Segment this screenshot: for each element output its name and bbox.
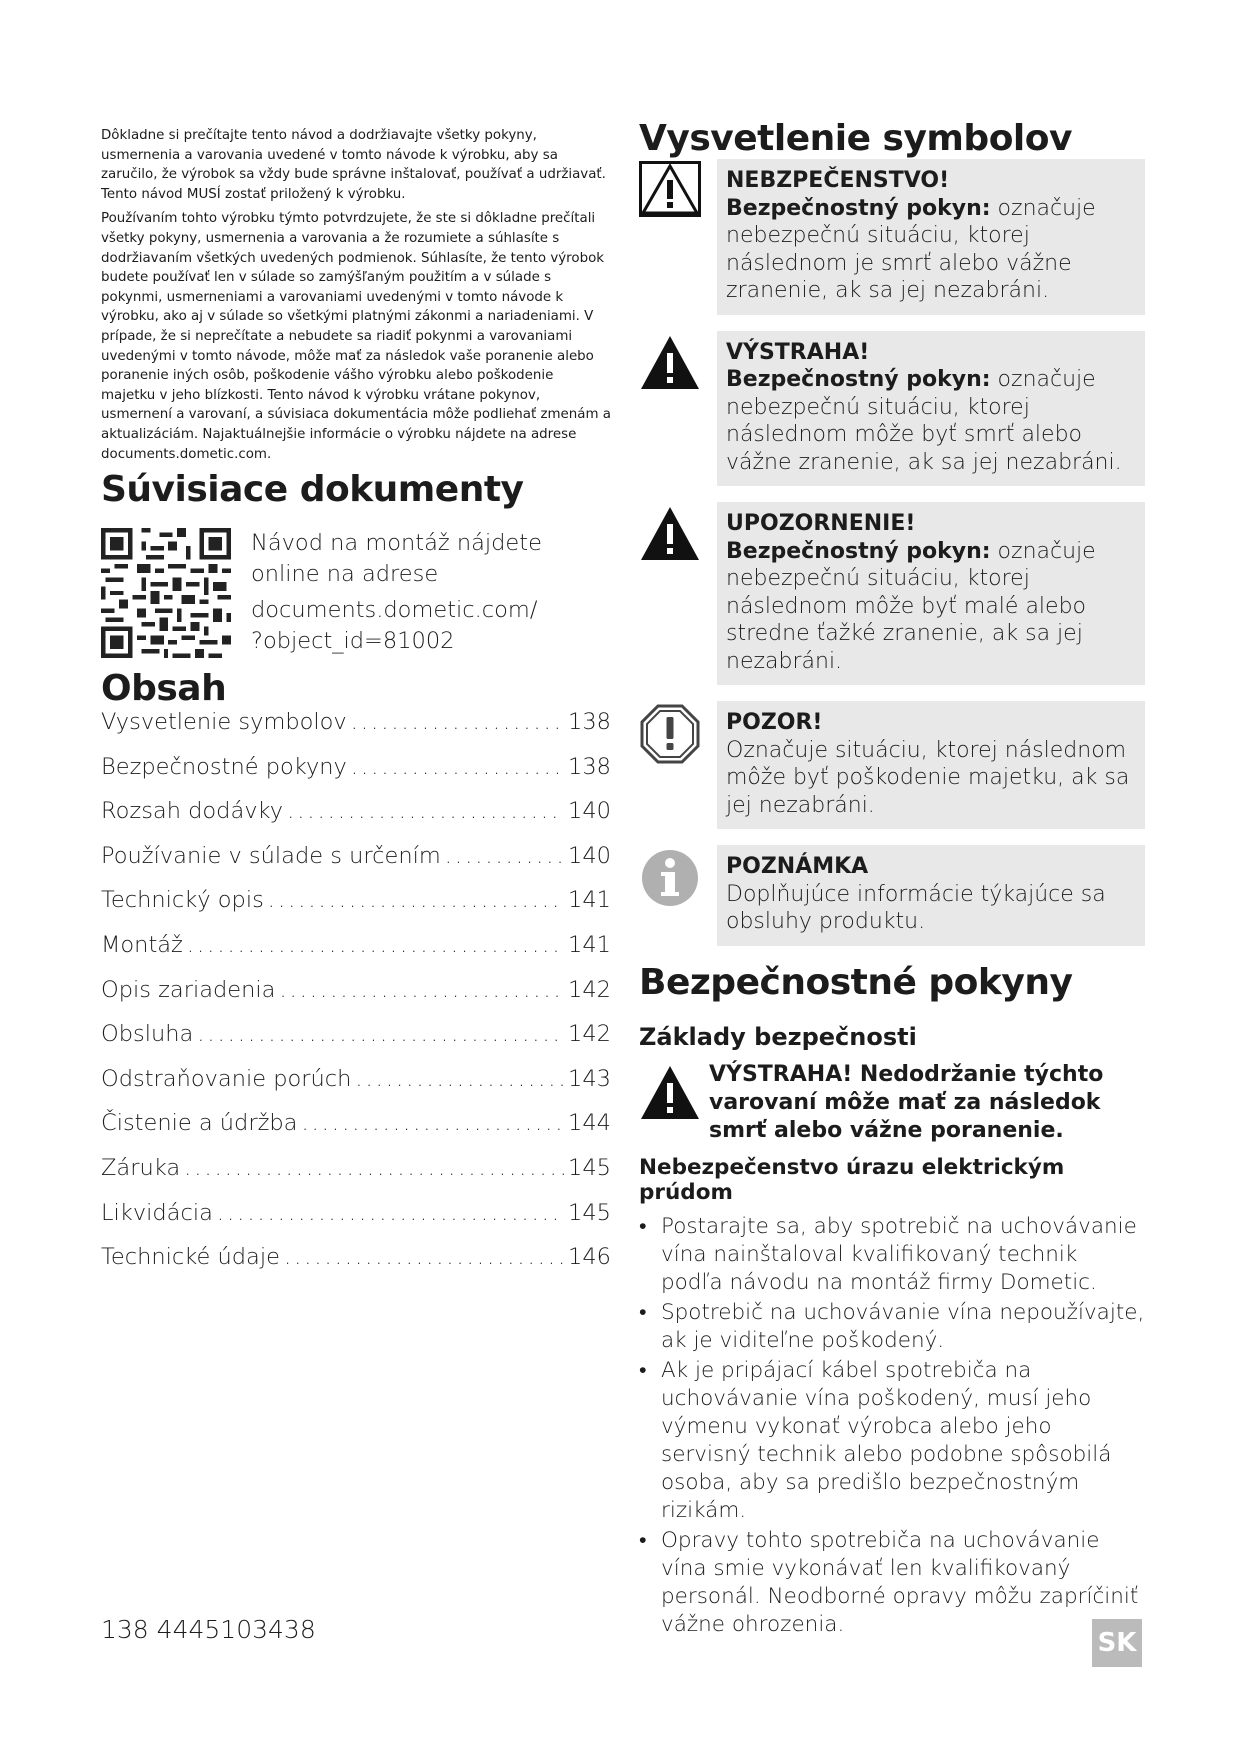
page-footer-code: 138 4445103438 (101, 1615, 316, 1644)
safety-warning-text: VÝSTRAHA! Nedodržanie týchto varovaní môže mať za následok smrť alebo vážne poranenie. (709, 1061, 1104, 1143)
warning-triangle-icon (639, 1063, 701, 1125)
warning-description (717, 331, 1145, 487)
language-badge: SK (1092, 1619, 1142, 1667)
note-heading: POZNÁMKA (726, 854, 869, 879)
list-item: • Opravy tohto spotrebiča na uchovávanie vína smie vykonávať len kvalifikovaný personál. Neodborné opravy môžu zapríčiniť vážne ohrozenia. (639, 1527, 1139, 1637)
warning-lead: Bezpečnostný pokyn: (726, 367, 991, 392)
note-description (717, 845, 1145, 946)
toc-title: Obsah (101, 668, 227, 710)
caution-lead: Bezpečnostný pokyn: (726, 538, 991, 564)
related-url-line-2[interactable]: ?object_id=81002 (251, 628, 455, 655)
related-url-line-1[interactable]: documents.dometic.com/ (251, 597, 538, 624)
left-column (101, 126, 611, 1289)
related-line-1: Návod na montáž nájdete (251, 530, 542, 557)
caution-triangle-icon (639, 504, 701, 566)
warning-text: označuje nebezpečnú situáciu, ktorej následnom môže byť smrť alebo vážne zranenie, ak sa jej nezabráni. (726, 367, 1122, 475)
hazard-heading: Nebezpečenstvo úrazu elektrickým prúdom (639, 1154, 1065, 1205)
warning-triangle-icon (639, 333, 701, 395)
related-line-2: online na adrese (251, 561, 439, 588)
intro-text (101, 126, 611, 464)
safety-subtitle: Základy bezpečnosti (639, 1022, 917, 1051)
list-item: • Postarajte sa, aby spotrebič na uchovávanie vína nainštaloval kvalifikovaný technik podľa návodu na montáž firmy Dometic. (639, 1213, 1137, 1295)
symbol-caution (639, 502, 1145, 685)
symbol-notice (639, 701, 1145, 829)
danger-description (717, 159, 1145, 315)
related-docs-text (251, 528, 542, 668)
qr-code-icon[interactable] (101, 528, 231, 658)
caution-text: označuje nebezpečnú situáciu, ktorej následnom môže byť malé alebo stredne ťažké zranenie, ak sa jej nezabráni. (726, 538, 1096, 674)
notice-octagon-icon (639, 703, 701, 765)
warning-heading: VÝSTRAHA! (726, 339, 870, 365)
toc-list (101, 709, 611, 1289)
toc-entry[interactable]: Rozsah dodávky ..... 140 (101, 798, 611, 843)
info-icon (639, 847, 701, 909)
toc-entry[interactable]: Vysvetlenie symbolov ..... 138 (101, 709, 611, 754)
toc-entry[interactable]: Technické údaje ..... 146 (101, 1244, 611, 1289)
right-column (639, 118, 1145, 1641)
toc-entry[interactable]: Čistenie a údržba ..... 144 (101, 1110, 611, 1155)
toc-entry[interactable]: Obsluha ..... 142 (101, 1021, 611, 1066)
notice-description (717, 701, 1145, 829)
caution-heading: UPOZORNENIE! (726, 511, 916, 536)
notice-heading: POZOR! (726, 710, 823, 735)
intro-paragraph-1: Dôkladne si prečítajte tento návod a dodržiavajte všetky pokyny, usmernenia a varovania uvedené v tomto návode k výrobku, aby sa zaručilo, že výrobok sa vždy bude správne inštalovať, používať a udržiavať. Tento návod MUSÍ zostať priložený k výrobku. (101, 128, 606, 202)
symbol-danger (639, 159, 1145, 315)
toc-entry[interactable]: Technický opis ..... 141 (101, 887, 611, 932)
caution-description (717, 502, 1145, 685)
safety-warning (639, 1061, 1145, 1145)
safety-bullet-list (639, 1213, 1145, 1639)
related-docs (101, 528, 611, 668)
symbols-title: Vysvetlenie symbolov (639, 118, 1072, 159)
danger-lead: Bezpečnostný pokyn: (726, 195, 991, 221)
danger-warning-icon (639, 161, 701, 223)
danger-text: označuje nebezpečnú situáciu, ktorej následnom je smrť alebo vážne zranenie, ak sa jej nezabráni. (726, 195, 1096, 303)
list-item: • Spotrebič na uchovávanie vína nepoužívajte, ak je viditeľne poškodený. (639, 1299, 1145, 1353)
related-docs-title: Súvisiace dokumenty (101, 469, 524, 511)
symbol-warning (639, 331, 1145, 487)
toc-entry[interactable]: Bezpečnostné pokyny ..... 138 (101, 754, 611, 799)
danger-heading: NEBZPEČENSTVO! (726, 168, 950, 193)
toc-entry[interactable]: Likvidácia ..... 145 (101, 1200, 611, 1245)
safety-title: Bezpečnostné pokyny (639, 961, 1073, 1003)
symbol-note (639, 845, 1145, 946)
notice-text: Označuje situáciu, ktorej následnom môže byť poškodenie majetku, ak sa jej nezabráni. (726, 737, 1130, 818)
toc-entry[interactable]: Používanie v súlade s určením ..... 140 (101, 843, 611, 888)
toc-entry[interactable]: Odstraňovanie porúch ..... 143 (101, 1066, 611, 1111)
list-item: • Ak je pripájací kábel spotrebiča na uchovávanie vína poškodený, musí jeho výmenu vykonať výrobca alebo jeho servisný technik alebo podobne spôsobilá osoba, aby sa predišlo bezpečnostným rizikám. (639, 1357, 1112, 1523)
note-text: Doplňujúce informácie týkajúce sa obsluhy produktu. (726, 881, 1106, 934)
toc-entry[interactable]: Záruka ..... 145 (101, 1155, 611, 1200)
intro-paragraph-2: Používaním tohto výrobku týmto potvrdzujete, že ste si dôkladne prečítali všetky pokyny, usmernenia a varovania a že rozumiete a súhlasíte s dodržiavaním všetkých uvedených podmienok. Súhlasíte, že tento výrobok budete používať len v súlade so zamýšľaným použitím a v súlade s pokynmi, usmerneniami a varovaniami uvedenými v tomto návode k výrobku, ako aj v súlade so všetkými platnými zákonmi a nariadeniami. V prípade, že si neprečítate a nebudete sa riadiť pokynmi a varovaniami uvedenými v tomto návode, môže mať za následok vaše poranenie alebo poranenie iných osôb, poškodenie vášho výrobku alebo poškodenie majetku v jeho blízkosti. Tento návod k výrobku vrátane pokynov, usmernení a varovaní, a súvisiaca dokumentácia môže podliehať zmenám a aktualizáciám. Najaktuálnejšie informácie o výrobku nájdete na adrese documents.dometic.com. (101, 211, 611, 462)
toc-entry[interactable]: Montáž ..... 141 (101, 932, 611, 977)
toc-entry[interactable]: Opis zariadenia ..... 142 (101, 977, 611, 1022)
